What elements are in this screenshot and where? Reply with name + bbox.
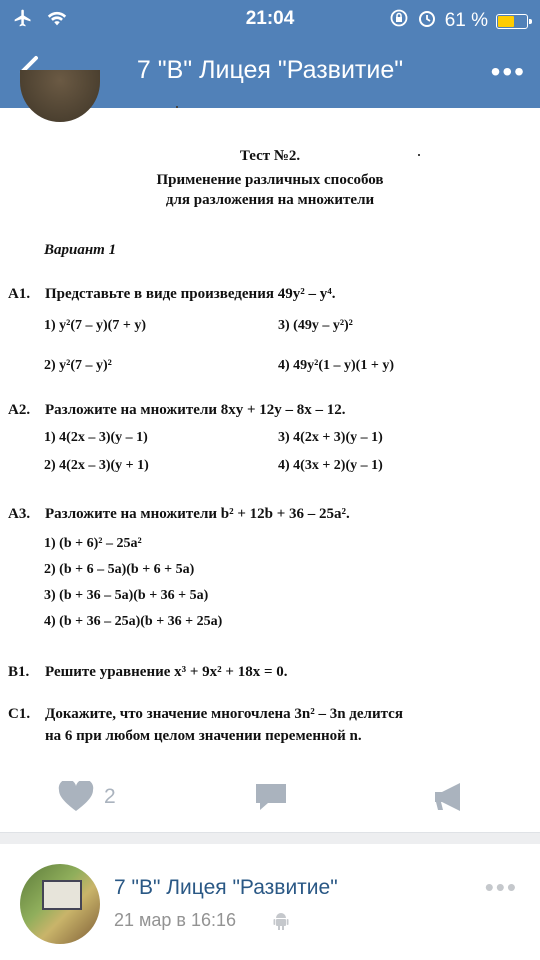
share-button[interactable]: [432, 780, 468, 814]
megaphone-icon: [432, 781, 468, 813]
test-subtitle: для разложения на множители: [165, 192, 375, 208]
question-text-continued: [45, 728, 362, 745]
post-photo[interactable]: [0, 120, 540, 760]
variant-label: Вариант 1: [44, 242, 117, 258]
avatar[interactable]: [20, 864, 100, 944]
question-text: Разложите на множители b² + 12b + 36 – 25a².: [45, 506, 350, 522]
answer-option: 1) y²(7 – y)(7 + y): [44, 318, 146, 333]
status-bar: [0, 0, 540, 40]
battery-icon: [496, 14, 528, 29]
status-time: 21:04: [245, 8, 295, 29]
post-separator: [0, 832, 540, 844]
answer-option: 3) (49y – y²)²: [278, 318, 353, 333]
scan-speck: [418, 154, 420, 156]
heart-icon: [58, 781, 94, 813]
question-text: на 6 при любом целом значении переменной n.: [45, 728, 362, 744]
question-number: A2.: [8, 402, 31, 418]
more-dots-icon: •••: [490, 56, 526, 87]
question-number: B1.: [8, 664, 30, 680]
page-title: 7 "В" Лицея "Развитие": [136, 56, 404, 84]
post-actions: [0, 768, 540, 828]
question-number: A3.: [8, 506, 31, 522]
answer-option: 2) (b + 6 – 5a)(b + 6 + 5a): [44, 562, 195, 577]
post-more-button[interactable]: [485, 872, 518, 903]
answer-option: 4) 49y²(1 – y)(1 + y): [278, 358, 394, 373]
alarm-icon: [417, 8, 437, 34]
comment-icon: [254, 781, 288, 813]
post-avatar[interactable]: [20, 70, 100, 122]
answer-option: 4) (b + 36 – 25a)(b + 36 + 25a): [44, 614, 223, 629]
answer-option: 2) 4(2x – 3)(y + 1): [44, 458, 149, 473]
question-text: Разложите на множители 8xy + 12y – 8x – 12.: [45, 402, 346, 418]
post-date: 21 мар в 16:16: [114, 910, 237, 930]
battery-percent: 61 %: [444, 10, 488, 31]
test-heading: Тест №2.: [239, 148, 301, 164]
question-text: Решите уравнение x³ + 9x² + 18x = 0.: [45, 664, 288, 680]
scan-speck: [176, 106, 178, 108]
answer-option: 3) (b + 36 – 5a)(b + 36 + 5a): [44, 588, 209, 603]
android-icon: [273, 912, 289, 935]
like-count: 2: [104, 785, 116, 808]
question-text: Представьте в виде произведения 49y² – y⁴.: [45, 286, 336, 302]
answer-option: 1) 4(2x – 3)(y – 1): [44, 430, 148, 445]
answer-option: 3) 4(2x + 3)(y – 1): [278, 430, 383, 445]
question-number: C1.: [8, 706, 31, 722]
rotation-lock-icon: [389, 8, 409, 34]
post-author[interactable]: 7 "В" Лицея "Развитие": [114, 876, 338, 899]
more-button[interactable]: [491, 56, 526, 88]
test-subtitle: Применение различных способов: [156, 172, 384, 188]
comment-button[interactable]: [254, 780, 288, 814]
answer-option: 1) (b + 6)² – 25a²: [44, 536, 142, 551]
answer-option: 2) y²(7 – y)²: [44, 358, 112, 373]
more-dots-icon: •••: [484, 872, 518, 902]
question-text: Докажите, что значение многочлена 3n² – 3n делится: [45, 706, 403, 722]
next-post-header: [0, 844, 540, 960]
answer-option: 4) 4(3x + 2)(y – 1): [278, 458, 383, 473]
like-button[interactable]: [58, 780, 116, 814]
question-number: A1.: [8, 286, 31, 302]
